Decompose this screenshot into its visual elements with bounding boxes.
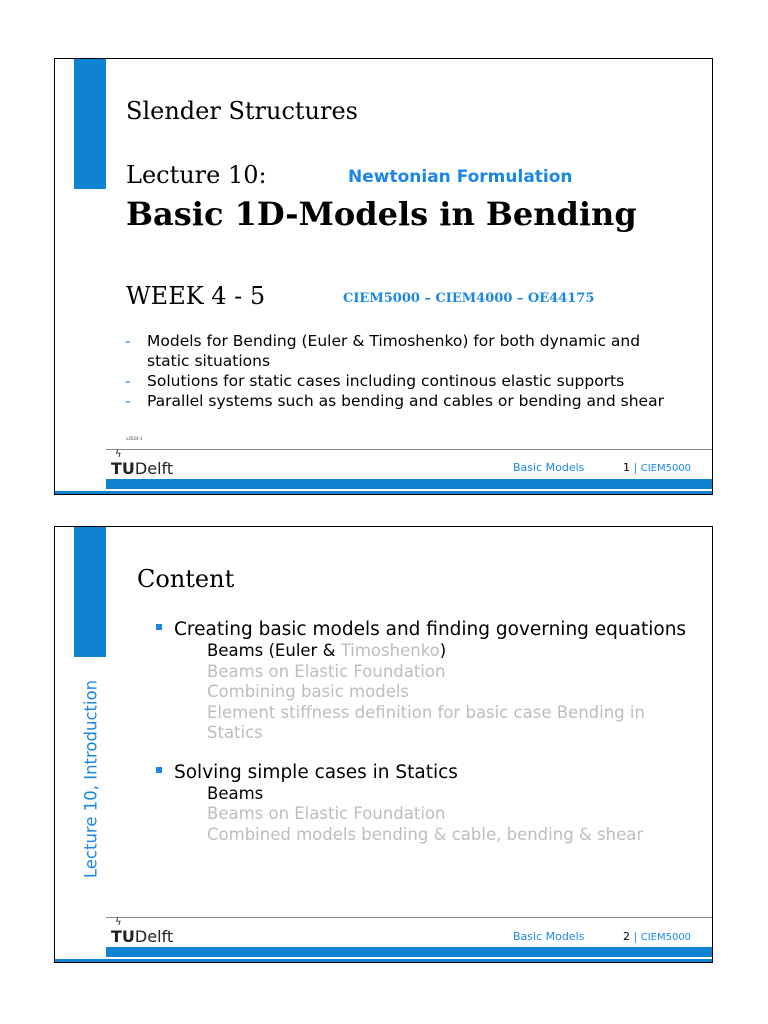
lecture-number: Lecture 10: — [126, 161, 267, 189]
footer-topic: Basic Models — [513, 930, 585, 943]
section-heading: Solving simple cases in Statics — [156, 762, 696, 784]
list-item: Beams on Elastic Foundation — [207, 804, 446, 823]
course-codes: CIEM5000 – CIEM4000 – OE44175 — [343, 291, 595, 306]
list-item: Statics — [207, 723, 263, 742]
lecture-title: Basic 1D-Models in Bending — [126, 195, 637, 233]
footer-divider — [106, 449, 712, 450]
list-item: - Parallel systems such as bending and cables or bending and shear — [125, 392, 664, 410]
slide-accent-bar — [74, 527, 106, 657]
slide-1 — [54, 58, 713, 495]
footer-accent-line — [55, 491, 712, 494]
tu-delft-logo: ϟ TUDelft — [111, 917, 174, 946]
footer-accent-bar — [106, 947, 712, 957]
tu-delft-logo: ϟ TUDelft — [111, 449, 174, 478]
list-item — [156, 619, 696, 744]
vertical-section-label: Lecture 10, Introduction — [81, 679, 101, 879]
footer-page: 1 | CIEM5000 — [623, 461, 692, 474]
bullet-square-icon — [156, 624, 162, 630]
bullet-square-icon — [156, 767, 162, 773]
content-list — [156, 619, 696, 845]
list-item: Element stiffness definition for basic case Bending in — [207, 702, 645, 722]
list-item: Beams — [207, 783, 264, 803]
tu-delft-flame-icon: ϟ — [115, 449, 122, 460]
list-item: Beams on Elastic Foundation — [207, 661, 446, 681]
footer-topic: Basic Models — [513, 461, 585, 474]
list-item: - Models for Bending (Euler & Timoshenko) for both dynamic and static situations — [125, 332, 641, 370]
content-title: Content — [137, 565, 235, 593]
slide-accent-bar — [74, 59, 106, 189]
footer-accent-bar — [106, 479, 712, 489]
list-item: Beams (Euler & Timoshenko) — [207, 641, 447, 660]
week-label: WEEK 4 - 5 — [126, 282, 266, 310]
slide-2 — [54, 526, 713, 963]
list-item: Combining basic models — [207, 682, 410, 701]
list-item: - Solutions for static cases including continous elastic supports — [125, 372, 625, 390]
tu-delft-flame-icon: ϟ — [115, 917, 122, 928]
section-heading: Creating basic models and finding governing equations — [156, 619, 696, 641]
topic-list — [125, 331, 685, 411]
list-item: Combined models bending & cable, bending & shear — [207, 824, 644, 844]
footer-divider — [106, 917, 712, 918]
course-title: Slender Structures — [126, 97, 358, 125]
footer-page: 2 | CIEM5000 — [623, 930, 692, 943]
lecture-formulation: Newtonian Formulation — [348, 167, 573, 187]
footer-accent-line — [55, 959, 712, 962]
list-item — [156, 762, 696, 846]
version-label: v2024-1 — [126, 436, 143, 441]
